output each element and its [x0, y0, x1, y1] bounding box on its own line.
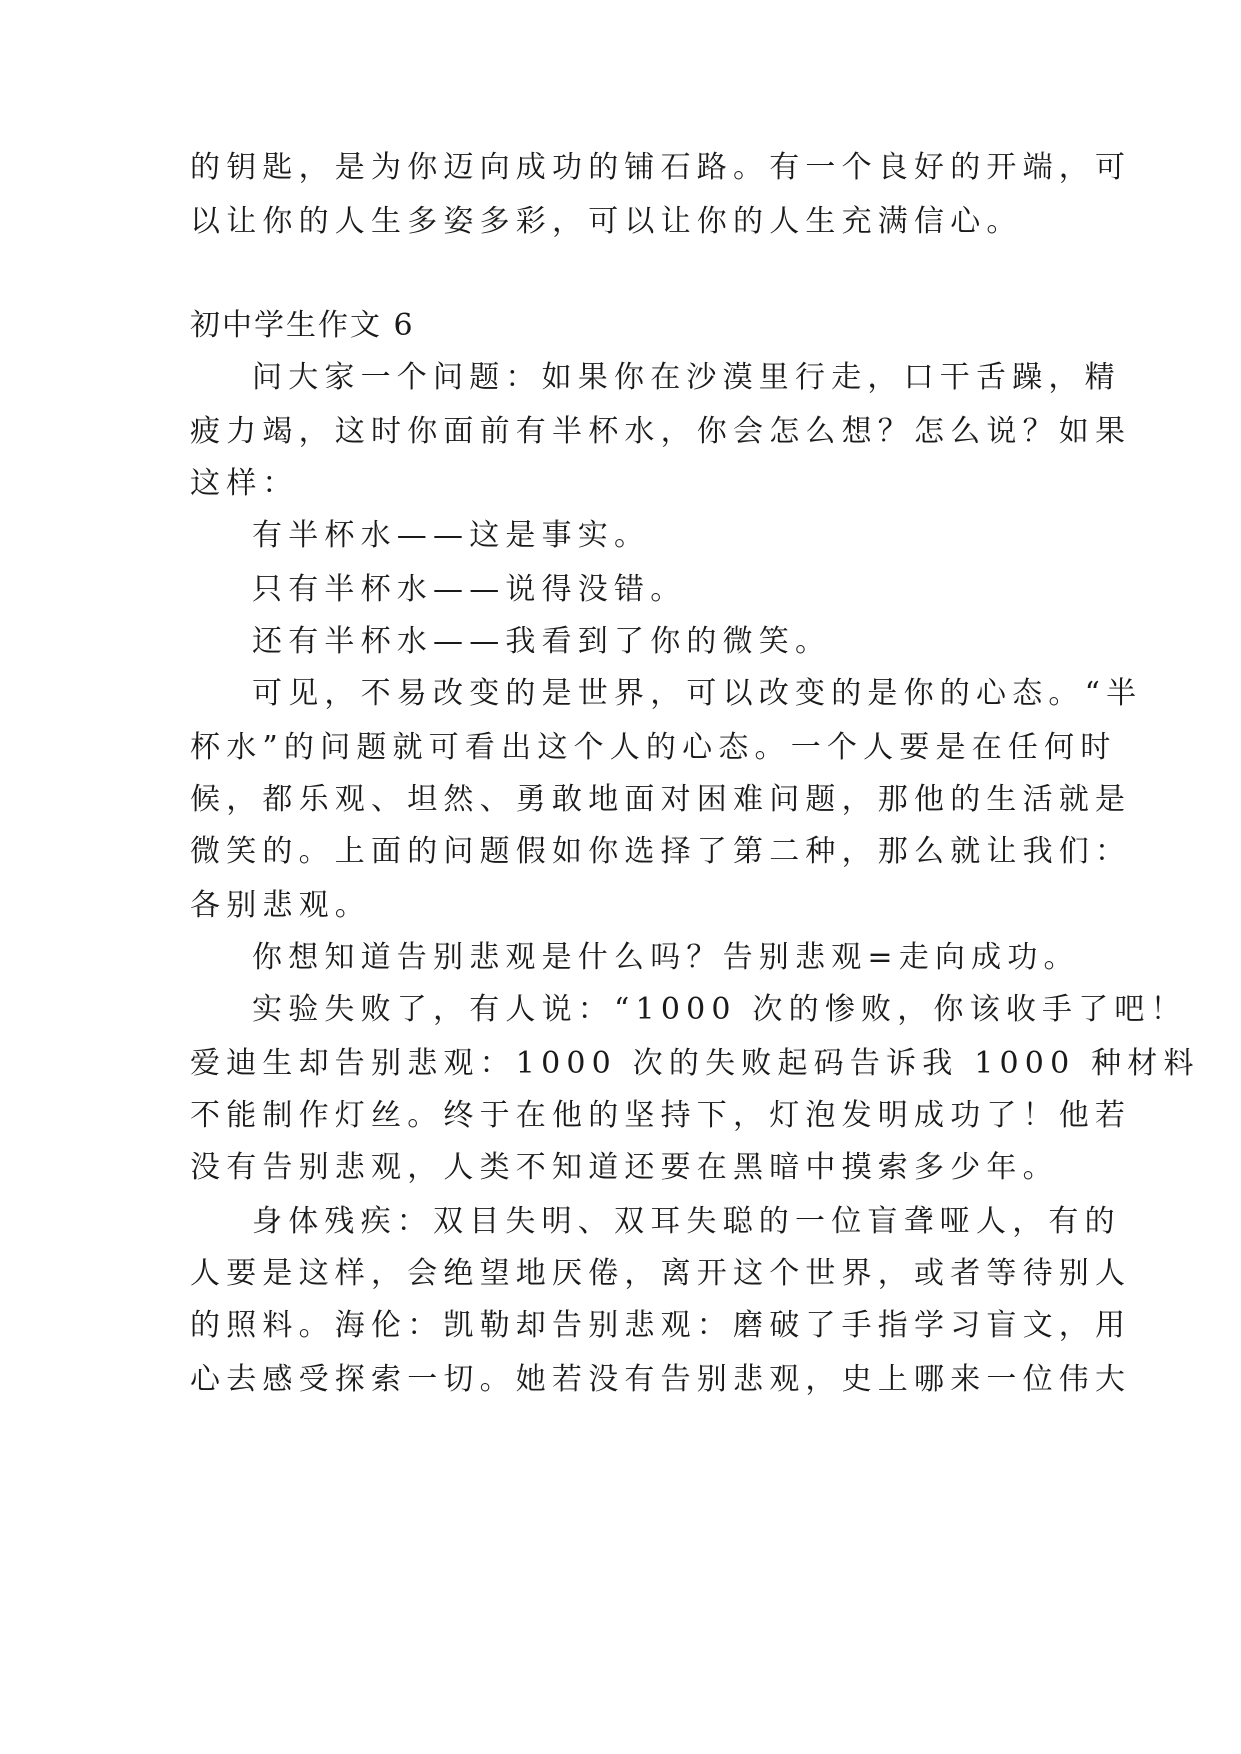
paragraph-line: 没有告别悲观，人类不知道还要在黑暗中摸索多少年。 — [190, 1150, 1059, 1185]
paragraph-line: 杯水”的问题就可看出这个人的心态。一个人要是在任何时 — [190, 730, 1117, 765]
paragraph-line: 有半杯水——这是事实。 — [252, 518, 651, 553]
paragraph-line: 疲力竭，这时你面前有半杯水，你会怎么想？怎么说？如果 — [190, 414, 1132, 449]
paragraph-line: 候，都乐观、坦然、勇敢地面对困难问题，那他的生活就是 — [190, 782, 1132, 817]
paragraph-line: 心去感受探索一切。她若没有告别悲观，史上哪来一位伟大 — [190, 1362, 1132, 1397]
paragraph-line: 问大家一个问题：如果你在沙漠里行走，口干舌躁，精 — [252, 360, 1121, 395]
paragraph-line: 可见，不易改变的是世界，可以改变的是你的心态。“半 — [252, 676, 1143, 711]
paragraph-line: 各别悲观。 — [190, 888, 371, 923]
paragraph-line: 只有半杯水——说得没错。 — [252, 572, 687, 607]
paragraph-line: 不能制作灯丝。终于在他的坚持下，灯泡发明成功了！他若 — [190, 1098, 1132, 1133]
paragraph-line: 还有半杯水——我看到了你的微笑。 — [252, 624, 832, 659]
paragraph-line: 实验失败了，有人说：“1000 次的惨败，你该收手了吧！ — [252, 992, 1187, 1027]
paragraph-line: 你想知道告别悲观是什么吗？告别悲观=走向成功。 — [252, 940, 1080, 975]
paragraph-line: 人要是这样，会绝望地厌倦，离开这个世界，或者等待别人 — [190, 1256, 1132, 1291]
body-line: 的钥匙，是为你迈向成功的铺石路。有一个良好的开端，可 — [190, 150, 1132, 185]
paragraph-line: 身体残疾：双目失明、双耳失聪的一位盲聋哑人，有的 — [252, 1204, 1121, 1239]
body-line: 以让你的人生多姿多彩，可以让你的人生充满信心。 — [190, 204, 1023, 239]
paragraph-line: 的照料。海伦：凯勒却告别悲观：磨破了手指学习盲文，用 — [190, 1308, 1132, 1343]
paragraph-line: 微笑的。上面的问题假如你选择了第二种，那么就让我们： — [190, 834, 1132, 869]
paragraph-line: 这样： — [190, 466, 299, 501]
paragraph-line: 爱迪生却告别悲观：1000 次的失败起码告诉我 1000 种材料 — [190, 1046, 1200, 1081]
essay-title: 初中学生作文 6 — [190, 308, 415, 343]
